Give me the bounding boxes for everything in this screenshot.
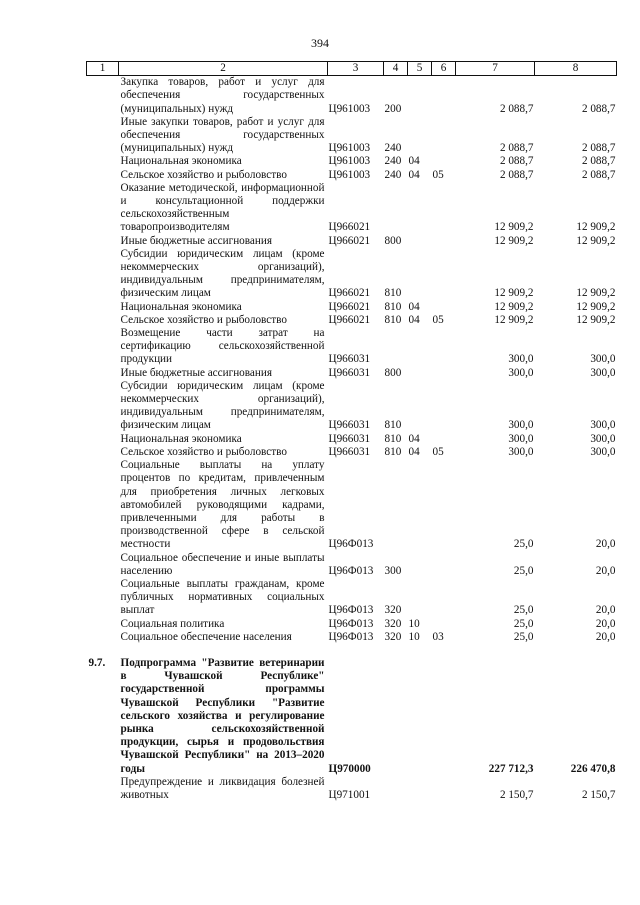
target-article-code: Ц966021 — [328, 313, 371, 326]
item-name: Национальная экономика — [120, 155, 242, 168]
target-article-code: Ц961003 — [328, 102, 371, 115]
amount-year-1: 300,0 — [508, 432, 534, 445]
section-code: 10 — [408, 630, 420, 643]
spacer-row — [87, 644, 617, 657]
subsection-code — [432, 552, 456, 578]
table-row — [87, 248, 617, 301]
amount-year-1: 12 909,2 — [494, 313, 534, 326]
amount-year-1: 227 712,3 — [488, 762, 534, 775]
item-name: Социальные выплаты на уплату процентов по кредитам, привлеченным для приобретения личных легковых автомобилей руководящими кадрами, привлеченными для работы в производственной сфере в сельской местности — [120, 459, 325, 551]
item-name: Закупка товаров, работ и услуг для обеспечения государственных (муниципальных) нужд — [120, 76, 325, 115]
amount-year-1: 12 909,2 — [494, 287, 534, 300]
amount-year-1: 12 909,2 — [494, 234, 534, 247]
page-number: 394 — [311, 36, 329, 50]
table-row — [87, 314, 617, 327]
target-article-code: Ц966031 — [328, 432, 371, 445]
target-article-code: Ц966031 — [328, 445, 371, 458]
item-name: Социальное обеспечение и иные выплаты населению — [120, 551, 325, 577]
item-name: Социальная политика — [120, 617, 225, 630]
amount-year-1: 2 088,7 — [499, 155, 534, 168]
item-name: Иные бюджетные ассигнования — [120, 234, 272, 247]
amount-year-2: 12 909,2 — [576, 234, 616, 247]
section-code — [408, 116, 432, 156]
subsection-code: 05 — [432, 445, 444, 458]
column-header: 7 — [456, 62, 535, 76]
item-name: Субсидии юридическим лицам (кроме некоммерческих организаций), индивидуальным предпринимателям, физическим лицам — [120, 379, 325, 432]
amount-year-2: 300,0 — [590, 366, 616, 379]
amount-year-1: 25,0 — [513, 630, 534, 643]
section-code: 04 — [408, 155, 420, 168]
amount-year-2: 20,0 — [595, 604, 616, 617]
row-number: 9.7. — [88, 656, 106, 669]
section-code: 04 — [408, 432, 420, 445]
target-article-code: Ц96Ф013 — [328, 630, 374, 643]
table-row — [87, 433, 617, 446]
amount-year-1: 25,0 — [513, 564, 534, 577]
table-row — [87, 380, 617, 433]
table-row — [87, 459, 617, 551]
expense-type-code: 200 — [384, 102, 402, 115]
section-code: 04 — [408, 300, 420, 313]
amount-year-2: 300,0 — [590, 432, 616, 445]
amount-year-2: 12 909,2 — [576, 300, 616, 313]
amount-year-1: 300,0 — [508, 353, 534, 366]
item-name: Иные бюджетные ассигнования — [120, 366, 272, 379]
subsection-code — [432, 433, 456, 446]
amount-year-2: 2 088,7 — [581, 168, 616, 181]
expense-type-code: 320 — [384, 630, 402, 643]
amount-year-2: 2 088,7 — [581, 155, 616, 168]
row-number — [87, 301, 119, 314]
amount-year-1: 2 088,7 — [499, 142, 534, 155]
expense-type-code — [384, 459, 408, 551]
column-header: 5 — [408, 62, 432, 76]
item-name: Социальное обеспечение населения — [120, 630, 292, 643]
spacer-cell — [87, 644, 617, 657]
column-header: 2 — [119, 62, 328, 76]
amount-year-2: 12 909,2 — [576, 221, 616, 234]
subsection-code — [432, 116, 456, 156]
amount-year-2: 20,0 — [595, 564, 616, 577]
subsection-code: 05 — [432, 168, 444, 181]
section-code — [408, 327, 432, 367]
subsection-code: 05 — [432, 313, 444, 326]
target-article-code: Ц971001 — [328, 788, 371, 801]
target-article-code: Ц961003 — [328, 168, 371, 181]
subsection-code — [432, 459, 456, 551]
item-name: Национальная экономика — [120, 300, 242, 313]
target-article-code: Ц966031 — [328, 419, 371, 432]
target-article-code: Ц96Ф013 — [328, 538, 374, 551]
table-row — [87, 776, 617, 802]
expense-type-code: 240 — [384, 155, 402, 168]
row-number — [87, 380, 119, 433]
subsection-code — [432, 578, 456, 618]
budget-table — [86, 61, 617, 802]
table-row — [87, 552, 617, 578]
item-name: Оказание методической, информационной и консультационной поддержки сельскохозяйственным товаропроизводителям — [120, 181, 325, 234]
row-number — [87, 578, 119, 618]
target-article-code: Ц96Ф013 — [328, 564, 374, 577]
section-code — [408, 552, 432, 578]
subsection-code — [432, 618, 456, 631]
amount-year-2: 2 150,7 — [581, 788, 616, 801]
row-number — [87, 776, 119, 802]
amount-year-2: 300,0 — [590, 353, 616, 366]
amount-year-2: 12 909,2 — [576, 313, 616, 326]
section-code — [408, 182, 432, 235]
target-article-code: Ц970000 — [328, 762, 371, 775]
row-number — [87, 182, 119, 235]
column-header: 6 — [432, 62, 456, 76]
table-row — [87, 155, 617, 168]
item-name: Подпрограмма "Развитие ветеринарии в Чувашской Республике" государственной программы Чувашской Республики "Развитие сельского хозяйства и регулирование рынка сельскохозяйственной продукции, сырья и продовольствия Чувашской Республики" на 2013–2020 годы — [120, 656, 325, 775]
amount-year-1: 2 088,7 — [499, 168, 534, 181]
item-name: Национальная экономика — [120, 432, 242, 445]
subsection-code — [432, 657, 456, 776]
subsection-code: 03 — [432, 630, 444, 643]
item-name: Иные закупки товаров, работ и услуг для обеспечения государственных (муниципальных) нужд — [120, 115, 325, 155]
section-code: 10 — [408, 617, 420, 630]
table-row — [87, 301, 617, 314]
amount-year-1: 25,0 — [513, 604, 534, 617]
item-name: Возмещение части затрат на сертификацию сельскохозяйственной продукции — [120, 327, 325, 366]
item-name: Сельское хозяйство и рыболовство — [120, 445, 287, 458]
amount-year-1: 2 088,7 — [499, 102, 534, 115]
row-number — [87, 155, 119, 168]
column-header: 3 — [328, 62, 384, 76]
table-row — [87, 327, 617, 367]
row-number — [87, 116, 119, 156]
expense-type-code: 240 — [384, 168, 402, 181]
section-code — [408, 776, 432, 802]
subsection-code — [432, 380, 456, 433]
item-name: Социальные выплаты гражданам, кроме публичных нормативных социальных выплат — [120, 577, 325, 617]
section-code — [408, 657, 432, 776]
item-name: Сельское хозяйство и рыболовство — [120, 313, 287, 326]
amount-year-1: 300,0 — [508, 419, 534, 432]
expense-type-code: 240 — [384, 142, 402, 155]
table-body — [87, 76, 617, 802]
subsection-code — [432, 327, 456, 367]
table-row — [87, 116, 617, 156]
expense-type-code: 800 — [384, 366, 402, 379]
column-header: 8 — [535, 62, 617, 76]
amount-year-2: 226 470,8 — [570, 762, 616, 775]
table-row — [87, 578, 617, 618]
row-number — [87, 459, 119, 551]
row-number — [87, 367, 119, 380]
target-article-code: Ц961003 — [328, 155, 371, 168]
table-row — [87, 367, 617, 380]
target-article-code: Ц966031 — [328, 353, 371, 366]
section-code: 04 — [408, 313, 420, 326]
subsection-code — [432, 182, 456, 235]
target-article-code: Ц966031 — [328, 366, 371, 379]
subsection-code — [432, 301, 456, 314]
item-name: Сельское хозяйство и рыболовство — [120, 168, 287, 181]
row-number — [87, 327, 119, 367]
amount-year-2: 300,0 — [590, 419, 616, 432]
section-code — [408, 380, 432, 433]
expense-type-code: 300 — [384, 564, 402, 577]
table-header-row — [87, 62, 617, 76]
section-code — [408, 248, 432, 301]
row-number — [87, 169, 119, 182]
section-code: 04 — [408, 445, 420, 458]
target-article-code: Ц966021 — [328, 300, 371, 313]
target-article-code: Ц966021 — [328, 234, 371, 247]
subsection-code — [432, 248, 456, 301]
amount-year-1: 25,0 — [513, 617, 534, 630]
expense-type-code: 810 — [384, 300, 402, 313]
section-code — [408, 367, 432, 380]
item-name: Предупреждение и ликвидация болезней животных — [120, 775, 325, 801]
table-row — [87, 235, 617, 248]
expense-type-code: 810 — [384, 432, 402, 445]
item-name: Субсидии юридическим лицам (кроме некоммерческих организаций), индивидуальным предпринимателям, физическим лицам — [120, 247, 325, 300]
target-article-code: Ц96Ф013 — [328, 604, 374, 617]
subsection-code — [432, 155, 456, 168]
expense-type-code: 320 — [384, 617, 402, 630]
expense-type-code — [384, 776, 408, 802]
expense-type-code: 810 — [384, 445, 402, 458]
row-number — [87, 433, 119, 446]
amount-year-2: 20,0 — [595, 538, 616, 551]
section-code: 04 — [408, 168, 420, 181]
section-code — [408, 459, 432, 551]
table-row — [87, 631, 617, 644]
amount-year-2: 2 088,7 — [581, 102, 616, 115]
amount-year-1: 300,0 — [508, 366, 534, 379]
table-row — [87, 169, 617, 182]
expense-type-code: 810 — [384, 419, 402, 432]
section-code — [408, 235, 432, 248]
expense-type-code — [384, 657, 408, 776]
expense-type-code — [384, 182, 408, 235]
table-row — [87, 76, 617, 116]
table-row — [87, 182, 617, 235]
target-article-code: Ц96Ф013 — [328, 617, 374, 630]
subsection-code — [432, 367, 456, 380]
amount-year-2: 20,0 — [595, 617, 616, 630]
table-row — [87, 446, 617, 459]
subsection-code — [432, 235, 456, 248]
column-header: 4 — [384, 62, 408, 76]
subsection-code — [432, 776, 456, 802]
amount-year-1: 12 909,2 — [494, 300, 534, 313]
expense-type-code: 800 — [384, 234, 402, 247]
target-article-code: Ц961003 — [328, 142, 371, 155]
expense-type-code: 810 — [384, 313, 402, 326]
amount-year-2: 12 909,2 — [576, 287, 616, 300]
table-row — [87, 618, 617, 631]
section-code — [408, 578, 432, 618]
amount-year-2: 20,0 — [595, 630, 616, 643]
column-header: 1 — [87, 62, 119, 76]
amount-year-1: 2 150,7 — [499, 788, 534, 801]
row-number — [87, 314, 119, 327]
row-number — [87, 248, 119, 301]
row-number — [87, 446, 119, 459]
amount-year-1: 300,0 — [508, 445, 534, 458]
row-number — [87, 235, 119, 248]
expense-type-code: 810 — [384, 287, 402, 300]
expense-type-code: 320 — [384, 604, 402, 617]
table-row — [87, 657, 617, 776]
target-article-code: Ц966021 — [328, 287, 371, 300]
expense-type-code — [384, 327, 408, 367]
subsection-code — [432, 76, 456, 116]
amount-year-2: 2 088,7 — [581, 142, 616, 155]
target-article-code: Ц966021 — [328, 221, 371, 234]
amount-year-1: 25,0 — [513, 538, 534, 551]
row-number — [87, 631, 119, 644]
amount-year-2: 300,0 — [590, 445, 616, 458]
amount-year-1: 12 909,2 — [494, 221, 534, 234]
section-code — [408, 76, 432, 116]
row-number — [87, 552, 119, 578]
row-number — [87, 618, 119, 631]
row-number — [87, 76, 119, 116]
